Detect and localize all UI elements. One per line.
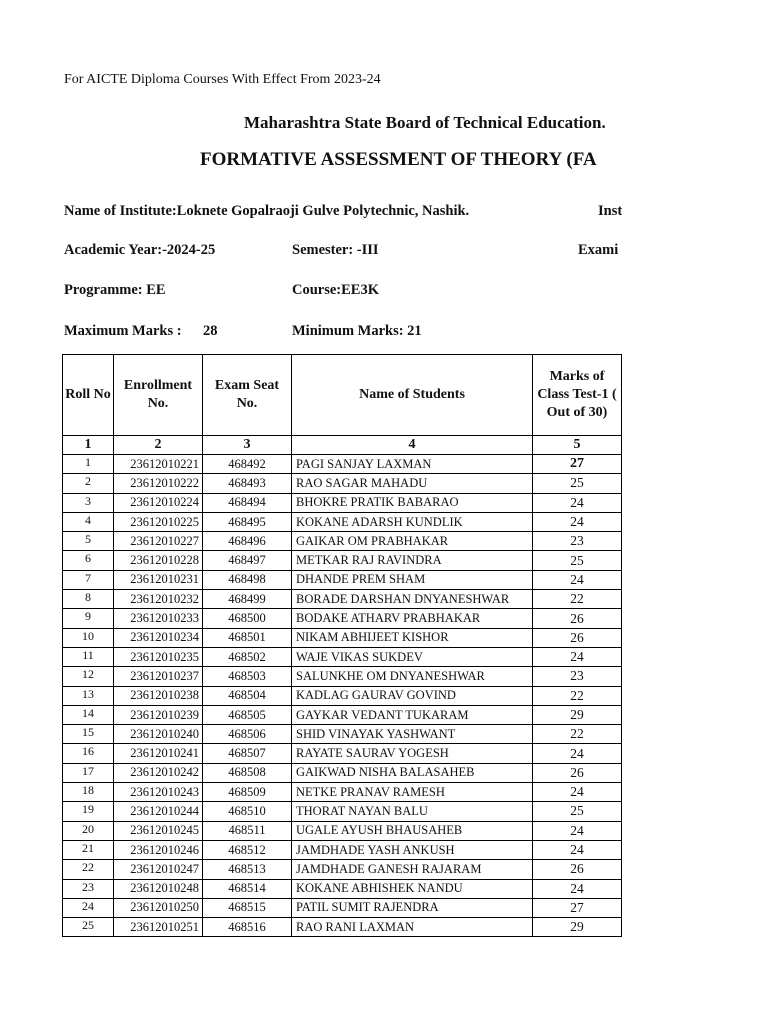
roll-no-cell: 10 bbox=[63, 628, 114, 647]
exam-seat-cell: 468499 bbox=[203, 590, 292, 609]
table-row bbox=[63, 744, 622, 763]
exam-seat-cell: 468505 bbox=[203, 705, 292, 724]
student-name-cell: KADLAG GAURAV GOVIND bbox=[292, 686, 533, 705]
roll-no-cell: 16 bbox=[63, 744, 114, 763]
examination-label: Exami bbox=[578, 242, 619, 258]
enrollment-cell: 23612010227 bbox=[114, 532, 203, 551]
student-name-cell: PATIL SUMIT RAJENDRA bbox=[292, 898, 533, 917]
institute-name: Name of Institute:Loknete Gopalraoji Gulve Polytechnic, Nashik. bbox=[64, 203, 470, 219]
roll-no-cell: 2 bbox=[63, 474, 114, 493]
student-name-cell: BORADE DARSHAN DNYANESHWAR bbox=[292, 590, 533, 609]
exam-seat-cell: 468510 bbox=[203, 802, 292, 821]
marks-cell: 22 bbox=[533, 725, 622, 744]
header-enrollment: Enrollment No. bbox=[114, 355, 203, 436]
enrollment-cell: 23612010241 bbox=[114, 744, 203, 763]
enrollment-cell: 23612010235 bbox=[114, 647, 203, 666]
max-marks-value: 28 bbox=[203, 323, 218, 339]
exam-seat-cell: 468502 bbox=[203, 647, 292, 666]
column-number: 2 bbox=[114, 436, 203, 455]
roll-no-cell: 3 bbox=[63, 493, 114, 512]
student-name-cell: WAJE VIKAS SUKDEV bbox=[292, 647, 533, 666]
column-number: 3 bbox=[203, 436, 292, 455]
exam-seat-cell: 468509 bbox=[203, 783, 292, 802]
min-marks: Minimum Marks: 21 bbox=[292, 323, 422, 339]
table-row bbox=[63, 474, 622, 493]
institute-code-label: Inst bbox=[598, 203, 622, 219]
roll-no-cell: 19 bbox=[63, 802, 114, 821]
semester: Semester: -III bbox=[292, 242, 379, 258]
roll-no-cell: 22 bbox=[63, 860, 114, 879]
header-marks: Marks of Class Test-1 ( Out of 30) bbox=[533, 355, 622, 436]
header-seat: Exam Seat No. bbox=[203, 355, 292, 436]
table-row bbox=[63, 628, 622, 647]
enrollment-cell: 23612010222 bbox=[114, 474, 203, 493]
marks-cell: 23 bbox=[533, 532, 622, 551]
exam-seat-cell: 468506 bbox=[203, 725, 292, 744]
student-name-cell: GAIKAR OM PRABHAKAR bbox=[292, 532, 533, 551]
table-row bbox=[63, 860, 622, 879]
student-name-cell: METKAR RAJ RAVINDRA bbox=[292, 551, 533, 570]
enrollment-cell: 23612010250 bbox=[114, 898, 203, 917]
marks-cell: 24 bbox=[533, 744, 622, 763]
roll-no-cell: 9 bbox=[63, 609, 114, 628]
exam-seat-cell: 468494 bbox=[203, 493, 292, 512]
column-number: 4 bbox=[292, 436, 533, 455]
enrollment-cell: 23612010232 bbox=[114, 590, 203, 609]
exam-seat-cell: 468514 bbox=[203, 879, 292, 898]
student-name-cell: NIKAM ABHIJEET KISHOR bbox=[292, 628, 533, 647]
roll-no-cell: 24 bbox=[63, 898, 114, 917]
table-row bbox=[63, 570, 622, 589]
table-row bbox=[63, 493, 622, 512]
enrollment-cell: 23612010242 bbox=[114, 763, 203, 782]
marks-cell: 29 bbox=[533, 705, 622, 724]
roll-no-cell: 13 bbox=[63, 686, 114, 705]
enrollment-cell: 23612010245 bbox=[114, 821, 203, 840]
marks-cell: 22 bbox=[533, 590, 622, 609]
marks-cell: 26 bbox=[533, 860, 622, 879]
marks-cell: 25 bbox=[533, 551, 622, 570]
roll-no-cell: 6 bbox=[63, 551, 114, 570]
marks-cell: 27 bbox=[533, 898, 622, 917]
enrollment-cell: 23612010237 bbox=[114, 667, 203, 686]
enrollment-cell: 23612010243 bbox=[114, 783, 203, 802]
roll-no-cell: 1 bbox=[63, 455, 114, 474]
student-name-cell: RAYATE SAURAV YOGESH bbox=[292, 744, 533, 763]
student-name-cell: THORAT NAYAN BALU bbox=[292, 802, 533, 821]
marks-cell: 24 bbox=[533, 512, 622, 531]
marks-cell: 23 bbox=[533, 667, 622, 686]
enrollment-cell: 23612010239 bbox=[114, 705, 203, 724]
roll-no-cell: 7 bbox=[63, 570, 114, 589]
marks-cell: 27 bbox=[533, 455, 622, 474]
enrollment-cell: 23612010231 bbox=[114, 570, 203, 589]
student-name-cell: SALUNKHE OM DNYANESHWAR bbox=[292, 667, 533, 686]
marks-cell: 24 bbox=[533, 840, 622, 859]
table-row bbox=[63, 898, 622, 917]
marks-table bbox=[62, 354, 622, 937]
marks-cell: 24 bbox=[533, 493, 622, 512]
column-number: 1 bbox=[63, 436, 114, 455]
roll-no-cell: 8 bbox=[63, 590, 114, 609]
marks-cell: 24 bbox=[533, 783, 622, 802]
roll-no-cell: 25 bbox=[63, 918, 114, 937]
exam-seat-cell: 468498 bbox=[203, 570, 292, 589]
table-row bbox=[63, 763, 622, 782]
enrollment-cell: 23612010247 bbox=[114, 860, 203, 879]
table-row bbox=[63, 647, 622, 666]
programme: Programme: EE bbox=[64, 282, 166, 298]
table-row bbox=[63, 609, 622, 628]
enrollment-cell: 23612010240 bbox=[114, 725, 203, 744]
table-row bbox=[63, 551, 622, 570]
student-name-cell: BHOKRE PRATIK BABARAO bbox=[292, 493, 533, 512]
marks-cell: 26 bbox=[533, 628, 622, 647]
exam-seat-cell: 468504 bbox=[203, 686, 292, 705]
exam-seat-cell: 468501 bbox=[203, 628, 292, 647]
student-name-cell: KOKANE ABHISHEK NANDU bbox=[292, 879, 533, 898]
table-row bbox=[63, 725, 622, 744]
table-row bbox=[63, 840, 622, 859]
student-name-cell: RAO RANI LAXMAN bbox=[292, 918, 533, 937]
marks-cell: 26 bbox=[533, 609, 622, 628]
student-name-cell: RAO SAGAR MAHADU bbox=[292, 474, 533, 493]
roll-no-cell: 23 bbox=[63, 879, 114, 898]
student-name-cell: DHANDE PREM SHAM bbox=[292, 570, 533, 589]
marks-cell: 29 bbox=[533, 918, 622, 937]
exam-seat-cell: 468507 bbox=[203, 744, 292, 763]
enrollment-cell: 23612010248 bbox=[114, 879, 203, 898]
table-row bbox=[63, 667, 622, 686]
exam-seat-cell: 468515 bbox=[203, 898, 292, 917]
roll-no-cell: 21 bbox=[63, 840, 114, 859]
student-name-cell: BODAKE ATHARV PRABHAKAR bbox=[292, 609, 533, 628]
marks-cell: 26 bbox=[533, 763, 622, 782]
enrollment-cell: 23612010244 bbox=[114, 802, 203, 821]
table-row bbox=[63, 590, 622, 609]
roll-no-cell: 17 bbox=[63, 763, 114, 782]
marks-cell: 24 bbox=[533, 647, 622, 666]
roll-no-cell: 12 bbox=[63, 667, 114, 686]
table-row bbox=[63, 532, 622, 551]
header-roll: Roll No bbox=[63, 355, 114, 436]
marks-cell: 24 bbox=[533, 879, 622, 898]
marks-cell: 25 bbox=[533, 474, 622, 493]
enrollment-cell: 23612010221 bbox=[114, 455, 203, 474]
max-marks-label: Maximum Marks : bbox=[64, 323, 182, 339]
enrollment-cell: 23612010246 bbox=[114, 840, 203, 859]
academic-year: Academic Year:-2024-25 bbox=[64, 242, 216, 258]
enrollment-cell: 23612010228 bbox=[114, 551, 203, 570]
exam-seat-cell: 468496 bbox=[203, 532, 292, 551]
table-row bbox=[63, 783, 622, 802]
student-name-cell: UGALE AYUSH BHAUSAHEB bbox=[292, 821, 533, 840]
exam-seat-cell: 468492 bbox=[203, 455, 292, 474]
table-row bbox=[63, 879, 622, 898]
exam-seat-cell: 468511 bbox=[203, 821, 292, 840]
column-number-row bbox=[63, 436, 622, 455]
table-row bbox=[63, 455, 622, 474]
exam-seat-cell: 468497 bbox=[203, 551, 292, 570]
enrollment-cell: 23612010225 bbox=[114, 512, 203, 531]
roll-no-cell: 14 bbox=[63, 705, 114, 724]
student-name-cell: JAMDHADE GANESH RAJARAM bbox=[292, 860, 533, 879]
aicte-note: For AICTE Diploma Courses With Effect From 2023-24 bbox=[64, 72, 381, 87]
student-name-cell: JAMDHADE YASH ANKUSH bbox=[292, 840, 533, 859]
exam-seat-cell: 468493 bbox=[203, 474, 292, 493]
student-name-cell: GAIKWAD NISHA BALASAHEB bbox=[292, 763, 533, 782]
roll-no-cell: 15 bbox=[63, 725, 114, 744]
roll-no-cell: 20 bbox=[63, 821, 114, 840]
table-row bbox=[63, 918, 622, 937]
exam-seat-cell: 468516 bbox=[203, 918, 292, 937]
table-row bbox=[63, 821, 622, 840]
enrollment-cell: 23612010234 bbox=[114, 628, 203, 647]
marks-cell: 25 bbox=[533, 802, 622, 821]
student-name-cell: PAGI SANJAY LAXMAN bbox=[292, 455, 533, 474]
enrollment-cell: 23612010233 bbox=[114, 609, 203, 628]
table-row bbox=[63, 802, 622, 821]
assessment-title: FORMATIVE ASSESSMENT OF THEORY (FA bbox=[200, 149, 597, 170]
enrollment-cell: 23612010224 bbox=[114, 493, 203, 512]
student-name-cell: GAYKAR VEDANT TUKARAM bbox=[292, 705, 533, 724]
marks-cell: 22 bbox=[533, 686, 622, 705]
roll-no-cell: 11 bbox=[63, 647, 114, 666]
exam-seat-cell: 468503 bbox=[203, 667, 292, 686]
course: Course:EE3K bbox=[292, 282, 379, 298]
student-name-cell: KOKANE ADARSH KUNDLIK bbox=[292, 512, 533, 531]
student-name-cell: NETKE PRANAV RAMESH bbox=[292, 783, 533, 802]
roll-no-cell: 18 bbox=[63, 783, 114, 802]
student-name-cell: SHID VINAYAK YASHWANT bbox=[292, 725, 533, 744]
header-name: Name of Students bbox=[292, 355, 533, 436]
table-row bbox=[63, 512, 622, 531]
table-row bbox=[63, 705, 622, 724]
exam-seat-cell: 468500 bbox=[203, 609, 292, 628]
exam-seat-cell: 468512 bbox=[203, 840, 292, 859]
exam-seat-cell: 468495 bbox=[203, 512, 292, 531]
board-name: Maharashtra State Board of Technical Education. bbox=[244, 113, 606, 132]
enrollment-cell: 23612010238 bbox=[114, 686, 203, 705]
column-number: 5 bbox=[533, 436, 622, 455]
marks-cell: 24 bbox=[533, 821, 622, 840]
table-row bbox=[63, 686, 622, 705]
roll-no-cell: 5 bbox=[63, 532, 114, 551]
exam-seat-cell: 468513 bbox=[203, 860, 292, 879]
enrollment-cell: 23612010251 bbox=[114, 918, 203, 937]
exam-seat-cell: 468508 bbox=[203, 763, 292, 782]
table-header-row bbox=[63, 355, 622, 436]
marks-cell: 24 bbox=[533, 570, 622, 589]
roll-no-cell: 4 bbox=[63, 512, 114, 531]
